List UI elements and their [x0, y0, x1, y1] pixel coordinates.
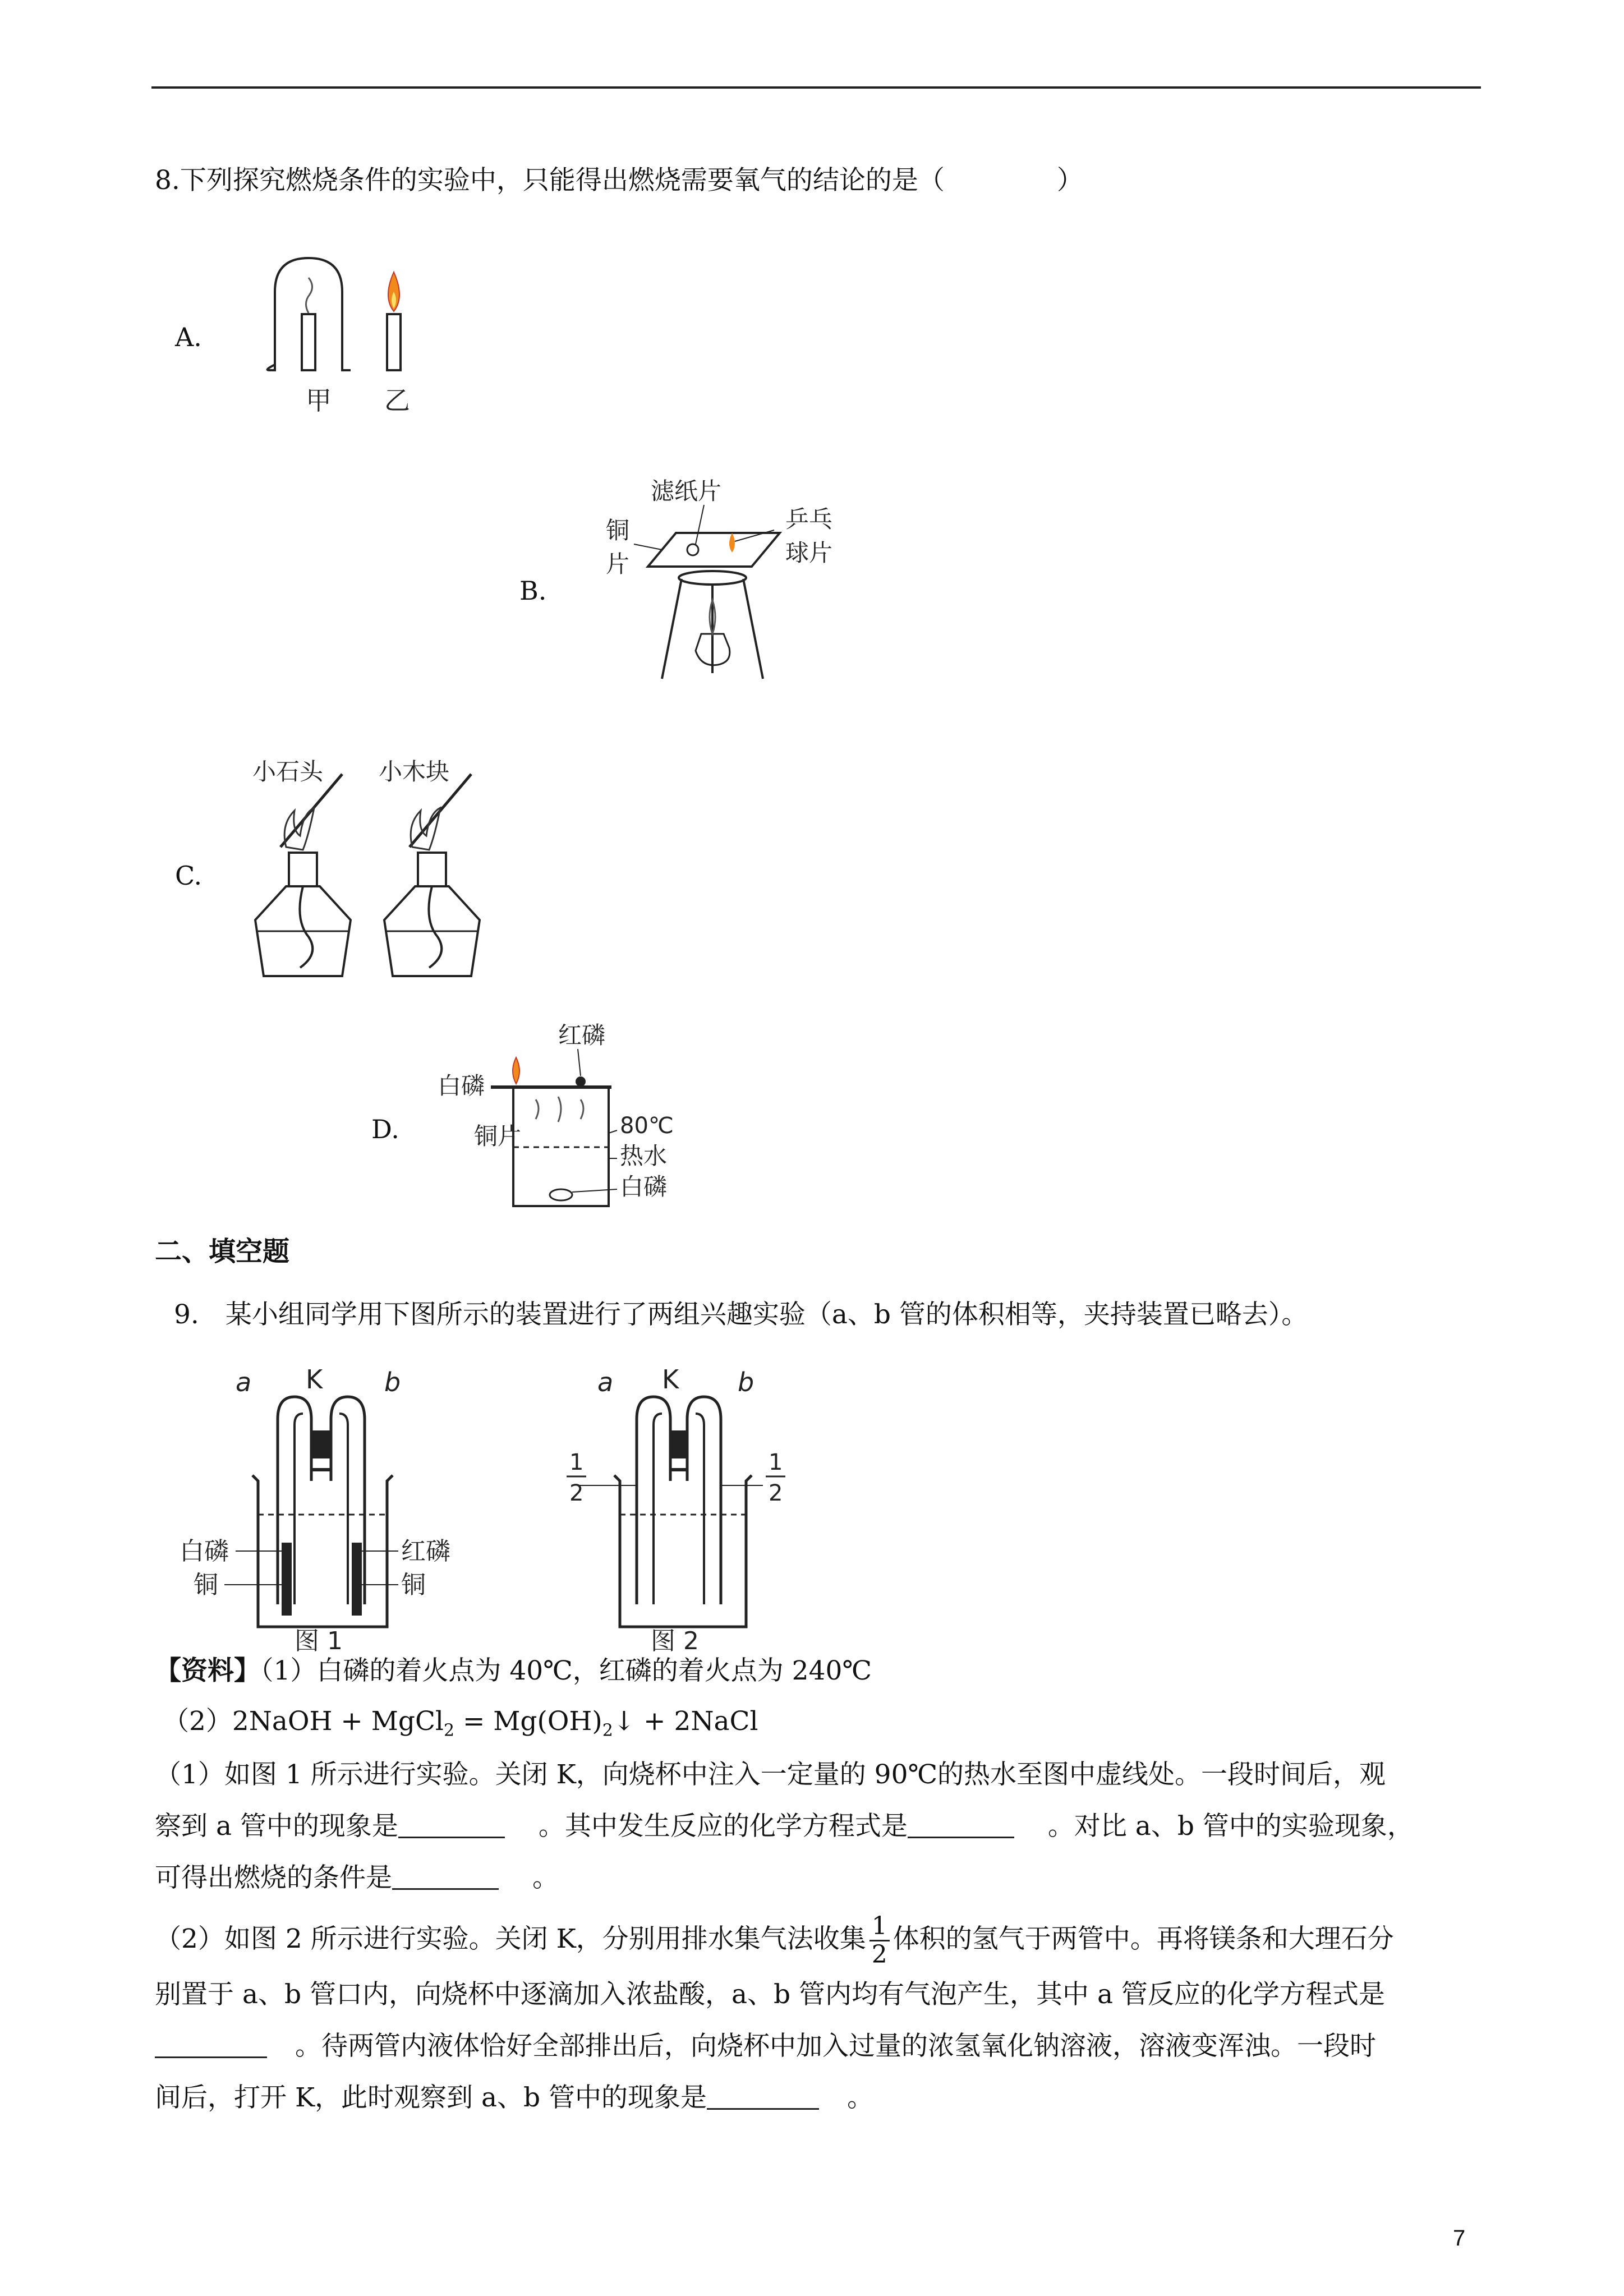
q9-part2-line1: （2）如图 2 所示进行实验。关闭 K，分别用排水集气法收集 $\frac{1}{2}$ 体积的氢气于两管中。再将镁条和大理石分 [155, 1912, 1394, 1970]
fig1-caption: 图 1 [295, 1627, 343, 1655]
q9-part1-line1: （1）如图 1 所示进行实验。关闭 K，向烧杯中注入一定量的 90℃的热水至图中虚线处。一段时间后，观 [155, 1759, 1386, 1790]
fig2-half-den-left: 2 [569, 1480, 584, 1506]
fig2-label-a: a [597, 1367, 614, 1397]
q9-info-2: （2）2NaOH + MgCl$_2$ = $Mg(OH)_2↓$ + 2NaCl [163, 1706, 758, 1741]
answer-blank[interactable] [392, 1866, 499, 1890]
q9-part2-line3: 。待两管内液体恰好全部排出后，向烧杯中加入过量的浓氢氧化钠溶液，溶液变浑浊。一段时 [155, 2033, 1376, 2059]
fig-b-copper-2: 片 [606, 550, 630, 578]
answer-blank[interactable] [155, 2034, 267, 2058]
option-c-label: C. [175, 861, 203, 891]
fig-b-copper-1: 铜 [606, 517, 630, 544]
figure-a-candles [258, 247, 438, 426]
fig1-label-b: b [384, 1367, 401, 1397]
fig2-caption: 图 2 [651, 1627, 699, 1655]
q9-stem: 9. 某小组同学用下图所示的装置进行了两组兴趣实验（a、b 管的体积相等，夹持装置已略去）。 [174, 1299, 1308, 1330]
fig2-half-num-right: 1 [769, 1450, 783, 1475]
fig-d-temp: 80℃ [620, 1113, 674, 1139]
q9-part2-line2: 别置于 a、b 管口内，向烧杯中逐滴加入浓盐酸，a、b 管内均有气泡产生，其中 a 管反应的化学方程式是 [155, 1979, 1385, 2010]
fig2-label-b: b [738, 1367, 755, 1397]
fig-c-stone: 小石头 [252, 758, 324, 785]
fig-a-label-jia: 甲 [306, 385, 332, 416]
q9-figure-1 [168, 1358, 505, 1655]
fig1-copper-right: 铜 [401, 1571, 426, 1599]
fig-b-pingpong-1: 乒乓 [785, 505, 833, 533]
q9-info-1: 【资料】（1）白磷的着火点为 40℃，红磷的着火点为 240℃ [155, 1655, 872, 1686]
fig2-half-den-right: 2 [769, 1480, 783, 1506]
fig1-white-p: 白磷 [180, 1537, 229, 1566]
fig-c-wood: 小木块 [379, 758, 450, 785]
fig-d-hot-water: 热水 [620, 1142, 668, 1170]
fig1-red-p: 红磷 [401, 1537, 450, 1566]
option-b-label: B. [519, 576, 547, 606]
fig1-label-k: K [306, 1364, 323, 1395]
q9-part2-line4: 间后，打开 K，此时观察到 a、b 管中的现象是 。 [155, 2082, 874, 2113]
q9-figure-2 [561, 1358, 797, 1655]
fig1-copper-left: 铜 [194, 1571, 218, 1599]
figure-c-alcohol-lamps [247, 752, 505, 987]
figure-b-tripod [606, 471, 864, 690]
q9-part1-line2: 察到 a 管中的现象是 。其中发生反应的化学方程式是 。对比 a、b 管中的实验现象， [155, 1811, 1414, 1842]
fig-b-filter-paper: 滤纸片 [651, 477, 722, 505]
answer-blank[interactable] [908, 1814, 1014, 1838]
figure-d-phosphorus-beaker [438, 1015, 696, 1217]
q9-part1-line3: 可得出燃烧的条件是 。 [155, 1862, 559, 1893]
fig2-half-num-left: 1 [569, 1450, 584, 1475]
section-title: 二、填空题 [155, 1236, 290, 1267]
fig-b-pingpong-2: 球片 [785, 539, 833, 567]
answer-blank[interactable] [398, 1814, 505, 1838]
fig1-label-a: a [236, 1367, 252, 1397]
fig2-label-k: K [662, 1364, 679, 1395]
fig-d-white-p-top: 白磷 [438, 1072, 485, 1099]
answer-blank[interactable] [707, 2086, 819, 2110]
option-d-label: D. [371, 1114, 399, 1144]
page-number: 7 [1453, 2226, 1466, 2251]
fig-d-red-p: 红磷 [558, 1022, 606, 1049]
option-a-label: A. [175, 322, 202, 352]
q8-stem: 8.下列探究燃烧条件的实验中，只能得出燃烧需要氧气的结论的是（ ） [155, 165, 1083, 196]
fraction-one-half: $\frac{1}{2}$ [869, 1913, 890, 1969]
fig-d-copper: 铜片 [474, 1122, 522, 1150]
fig-a-label-yi: 乙 [384, 385, 410, 416]
fig-d-white-p-bottom: 白磷 [620, 1173, 668, 1200]
header-rule [151, 86, 1481, 89]
